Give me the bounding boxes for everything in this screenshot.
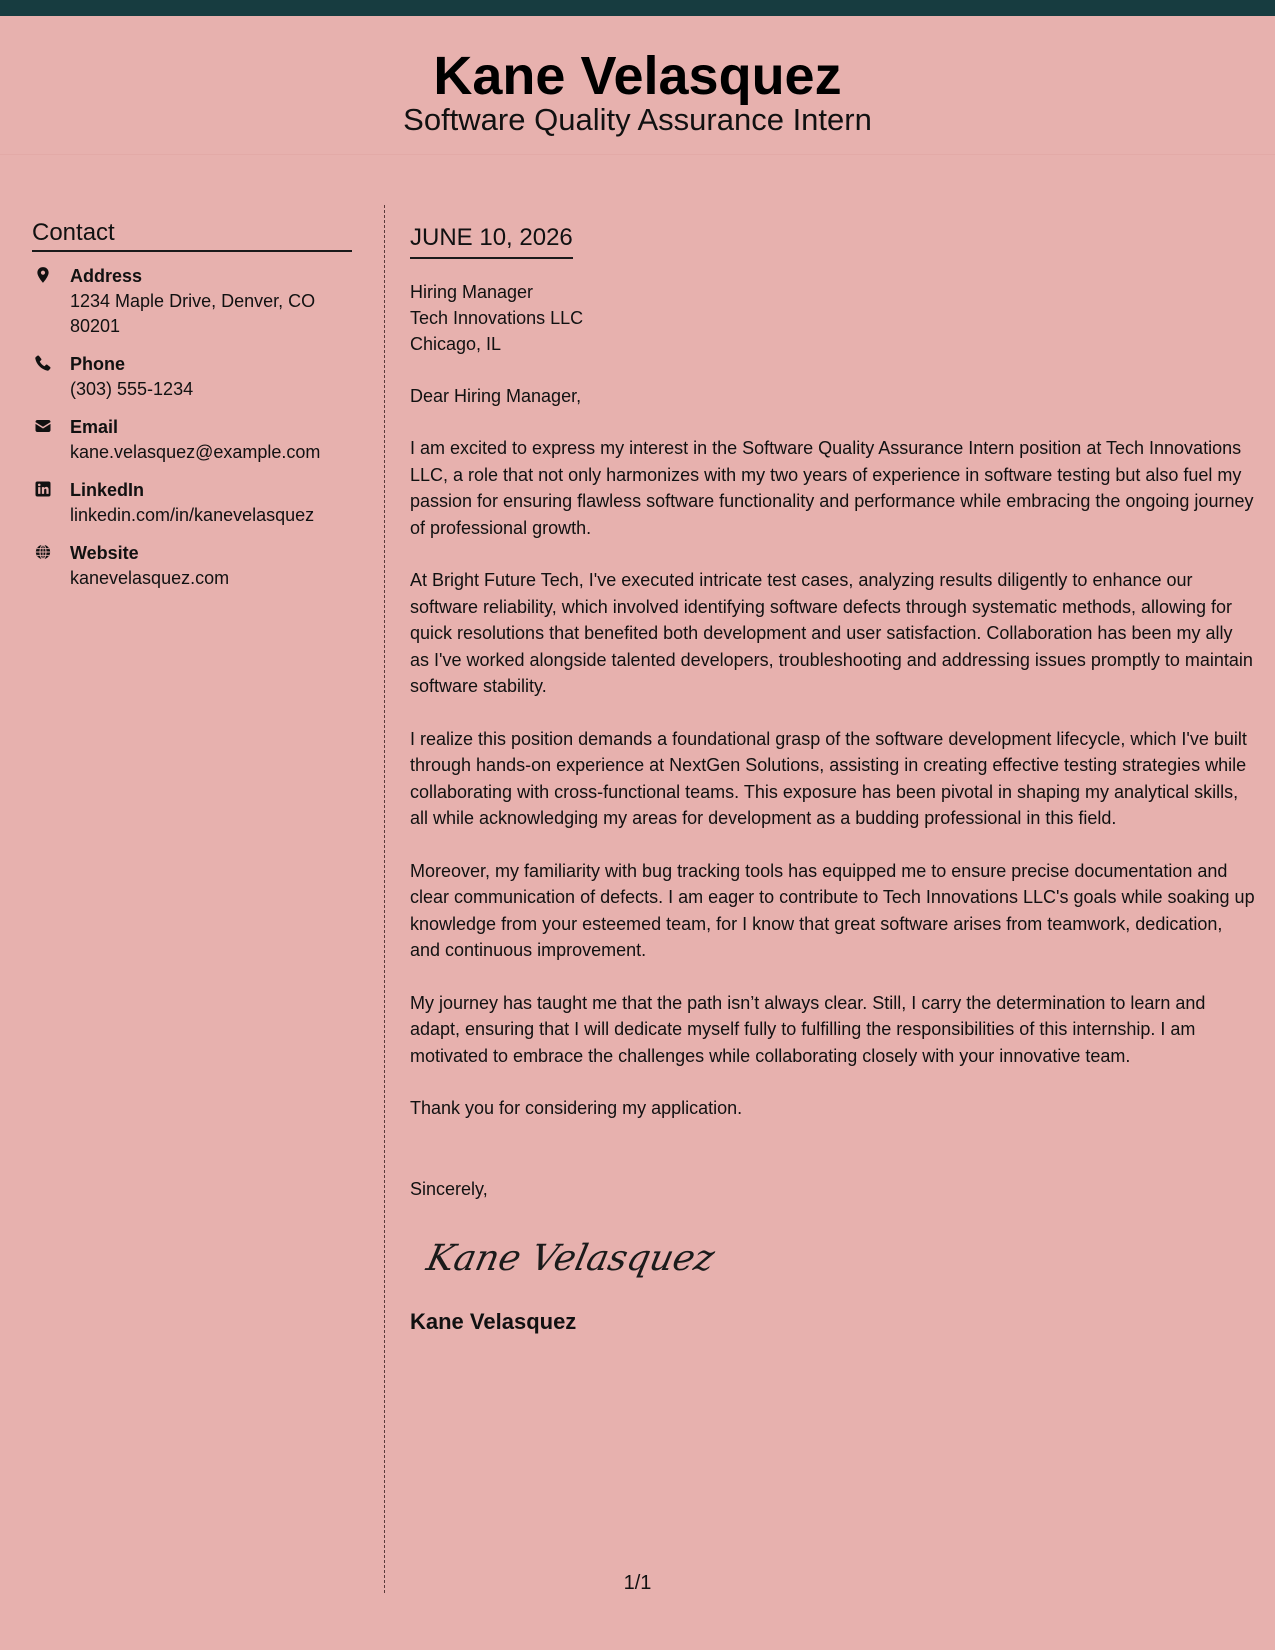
email-value: kane.velasquez@example.com — [70, 442, 321, 462]
letter-body — [410, 222, 1255, 1337]
closing: Sincerely, — [410, 1178, 488, 1199]
salutation: Dear Hiring Manager, — [410, 386, 582, 406]
paragraph: I am excited to express my interest in the Software Quality Assurance Intern position at Tech Innovations LLC, a role that not only harmonizes with my two years of experience in software testing but also fuel my passion for ensuring flawless software functionality and performance while embracing the ongoing journey of professional growth. — [410, 438, 1254, 538]
paragraph: Thank you for considering my application. — [410, 1098, 743, 1118]
svg-text:Kane Velasquez: Kane Velasquez — [423, 1235, 719, 1279]
header — [0, 16, 1275, 155]
contact-heading: Contact — [32, 218, 352, 252]
map-marker-icon — [34, 266, 52, 284]
job-title: Software Quality Assurance Intern — [403, 102, 872, 137]
recipient-line: Chicago, IL — [410, 334, 502, 354]
paragraph: I realize this position demands a foundational grasp of the software development lifecycle, which I've built through hands-on experience at NextGen Solutions, assisting in creating effective testing strategies while collaborating with cross-functional teams. This exposure has been pivotal in shaping my analytical skills, all while acknowledging my areas for development as a budding professional in this field. — [410, 728, 1247, 828]
candidate-name: Kane Velasquez — [433, 46, 842, 106]
envelope-icon — [34, 417, 52, 435]
contact-label: LinkedIn — [70, 480, 145, 500]
contact-item-phone — [32, 352, 352, 402]
signature — [422, 1228, 719, 1288]
contact-label: Address — [70, 266, 143, 286]
recipient-block — [410, 279, 1255, 357]
recipient-line: Hiring Manager — [410, 282, 534, 302]
recipient-line: Tech Innovations LLC — [410, 308, 584, 328]
paragraph: Moreover, my familiarity with bug tracking tools has equipped me to ensure precise documentation and clear communication of defects. I am eager to contribute to Tech Innovations LLC's goals while soaking up knowledge from your esteemed team, for I know that great software arises from teamwork, dedication, and continuous improvement. — [410, 860, 1255, 960]
contact-label: Phone — [70, 354, 126, 374]
contact-item-website — [32, 541, 352, 591]
contact-item-address — [32, 264, 352, 339]
linkedin-value: linkedin.com/in/kanevelasquez — [70, 505, 315, 525]
top-bar — [0, 0, 1275, 16]
signer-name: Kane Velasquez — [410, 1308, 577, 1334]
phone-value: (303) 555-1234 — [70, 379, 194, 399]
website-value: kanevelasquez.com — [70, 568, 230, 588]
contact-item-email — [32, 415, 352, 465]
contact-label: Email — [70, 417, 119, 437]
globe-icon — [34, 543, 52, 561]
phone-icon — [34, 354, 52, 372]
column-divider — [384, 205, 385, 1593]
address-value: 1234 Maple Drive, Denver, CO 80201 — [70, 291, 316, 336]
page-number: 1/1 — [623, 1572, 652, 1594]
letter-date: JUNE 10, 2026 — [410, 222, 573, 259]
contact-item-linkedin — [32, 478, 352, 528]
contact-label: Website — [70, 543, 139, 563]
paragraph: My journey has taught me that the path isn’t always clear. Still, I carry the determination to learn and adapt, ensuring that I will dedicate myself fully to fulfilling the responsibilities of this internship. I am motivated to embrace the challenges while collaborating closely with your innovative team. — [410, 992, 1206, 1066]
linkedin-icon — [34, 480, 52, 498]
paragraph: At Bright Future Tech, I've executed intricate test cases, analyzing results diligently to enhance our software reliability, which involved identifying software defects through systematic methods, allowing for quick resolutions that benefited both development and user satisfaction. Collaboration has been my ally as I've worked alongside talented developers, troubleshooting and addressing issues promptly to maintain software stability. — [410, 570, 1253, 696]
contact-sidebar — [32, 218, 352, 604]
